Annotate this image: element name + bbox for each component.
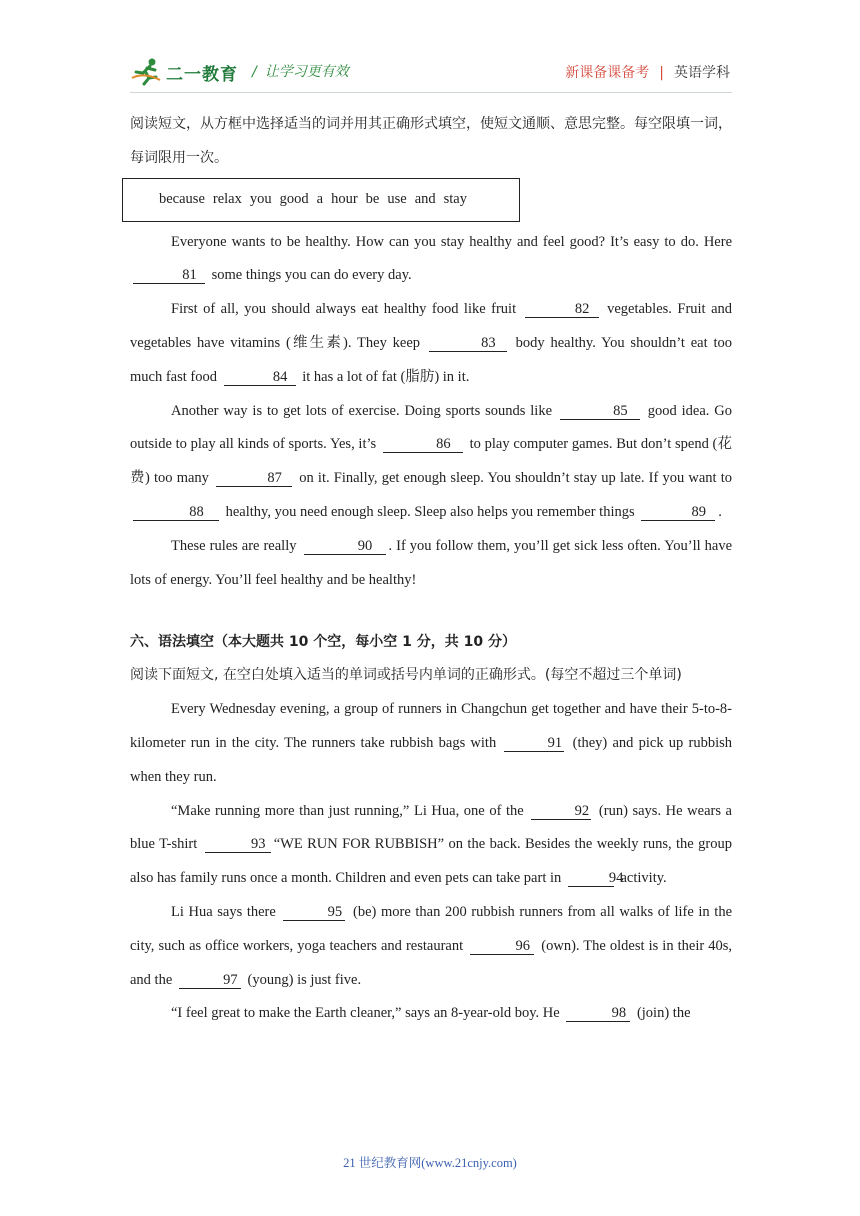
section6-title: 六、语法填空（本大题共 10 个空，每小空 1 分，共 10 分）: [130, 634, 516, 651]
paragraph-text: (own). The oldest is in their 40s, and the: [130, 937, 733, 988]
blank-81[interactable]: 81: [133, 267, 205, 284]
slogan: / 让学习更有效: [252, 64, 349, 80]
header-right: [565, 62, 730, 82]
paragraph-text: (run) says. He wears a blue T-shirt: [130, 802, 732, 853]
paragraph-text: to play computer games. But don’t spend (花费) too many: [130, 436, 732, 487]
word-box-item: a: [316, 191, 324, 208]
slogan-text: 让学习更有效: [264, 64, 349, 80]
header-subject-label: 英语学科: [674, 65, 730, 81]
paragraph-text: “I feel great to make the Earth cleaner,” says an 8-year-old boy. He: [171, 1005, 560, 1022]
blank-98[interactable]: 98: [566, 1005, 630, 1022]
paragraph-text: on it. Finally, get enough sleep. You shouldn’t stay up late. If you want to: [299, 470, 733, 487]
word-box-item: and: [414, 191, 436, 208]
section-spacer: [130, 597, 732, 625]
paragraph-text: Every Wednesday evening, a group of runners in Changchun get together and have their 5-to-8-kilometer run in the city. The runners take rubbish bags with: [130, 701, 732, 751]
header-divider: [130, 92, 732, 93]
word-box-item: use: [387, 191, 407, 208]
paragraph-text: (they) and pick up rubbish when they run.: [130, 734, 733, 785]
paragraph-text: Everyone wants to be healthy. How can you stay healthy and feel good? It’s easy to do. Here: [171, 233, 732, 250]
paragraph-text: Another way is to get lots of exercise. Doing sports sounds like: [171, 402, 553, 419]
word-box-item: you: [249, 191, 272, 208]
s5-paragraph-2: [130, 293, 732, 394]
blank-96[interactable]: 96: [470, 938, 534, 955]
blank-82[interactable]: 82: [525, 301, 599, 318]
word-box-item: hour: [331, 191, 358, 208]
blank-89[interactable]: 89: [641, 504, 715, 521]
blank-87[interactable]: 87: [216, 470, 292, 487]
header-separator: |: [659, 65, 664, 81]
blank-85[interactable]: 85: [560, 403, 640, 420]
paragraph-text: healthy, you need enough sleep. Sleep also helps you remember things: [225, 503, 635, 520]
paragraph-text: .: [718, 503, 722, 520]
paragraph-text: good idea. Go outside to play all kinds of sports. Yes, it’s: [130, 402, 733, 453]
s6-paragraph-1: [130, 693, 732, 794]
blank-83[interactable]: 83: [429, 335, 507, 352]
paragraph-text: These rules are really: [171, 537, 297, 554]
paragraph-text: activity.: [620, 870, 667, 887]
word-box-item: be: [365, 191, 380, 208]
blank-95[interactable]: 95: [283, 904, 345, 921]
word-box-item: good: [279, 191, 309, 208]
blank-90[interactable]: 90: [304, 538, 386, 555]
word-box: [122, 178, 520, 222]
section6-instruction: 阅读下面短文, 在空白处填入适当的单词或括号内单词的正确形式。(每空不超过三个单词): [130, 667, 682, 684]
word-box-item: relax: [212, 191, 242, 208]
paragraph-text: body healthy. You shouldn’t eat too much fast food: [130, 334, 732, 385]
paragraph-text: (young) is just five.: [247, 971, 362, 988]
s6-paragraph-3: [130, 896, 732, 997]
paragraph-text: vegetables. Fruit and vegetables have vitamins (维生素). They keep: [130, 301, 733, 351]
word-box-item: because: [159, 191, 205, 208]
s6-paragraph-4: [130, 997, 732, 1031]
paragraph-text: (join) the: [636, 1005, 691, 1022]
paragraph-text: “WE RUN FOR RUBBISH” on the back. Besides the weekly runs, the group also has family runs once a month. Children and even pets can take part in: [130, 836, 732, 887]
s5-paragraph-4: [130, 530, 732, 598]
logo: [130, 58, 238, 86]
paragraph-text: First of all, you should always eat healthy food like fruit: [171, 301, 517, 318]
paragraph-text: (be) more than 200 rubbish runners from all walks of life in the city, such as office workers, yoga teachers and restaurant: [130, 903, 733, 954]
blank-86[interactable]: 86: [383, 436, 463, 453]
page-footer: 21 世纪教育网(www.21cnjy.com): [343, 1156, 517, 1170]
page-header: [130, 52, 730, 92]
paragraph-text: Li Hua says there: [171, 903, 276, 920]
blank-91[interactable]: 91: [504, 735, 564, 752]
document-body: [130, 108, 732, 1031]
s5-paragraph-1: [130, 226, 732, 294]
blank-88[interactable]: 88: [133, 504, 219, 521]
blank-97[interactable]: 97: [179, 972, 241, 989]
word-box-item: stay: [443, 191, 467, 208]
s5-paragraph-3: [130, 395, 732, 530]
header-course-label: 新课备课备考: [565, 65, 650, 81]
blank-94[interactable]: 94: [568, 870, 614, 887]
paragraph-text: it has a lot of fat (脂肪) in it.: [302, 368, 470, 385]
paragraph-text: . If you follow them, you’ll get sick less often. You’ll have lots of energy. You’ll feel healthy and be healthy!: [130, 537, 733, 588]
s6-paragraph-2: [130, 795, 732, 896]
section5-instruction: 阅读短文，从方框中选择适当的词并用其正确形式填空，使短文通顺、意思完整。每空限填一词，每词限用一次。: [130, 116, 732, 166]
runner-logo-icon: [130, 58, 164, 86]
blank-93[interactable]: 93: [205, 836, 271, 853]
blank-92[interactable]: 92: [531, 803, 591, 820]
blank-84[interactable]: 84: [224, 369, 296, 386]
paragraph-text: some things you can do every day.: [211, 267, 412, 284]
logo-text: 二一教育: [166, 64, 238, 85]
paragraph-text: “Make running more than just running,” Li Hua, one of the: [171, 802, 524, 819]
